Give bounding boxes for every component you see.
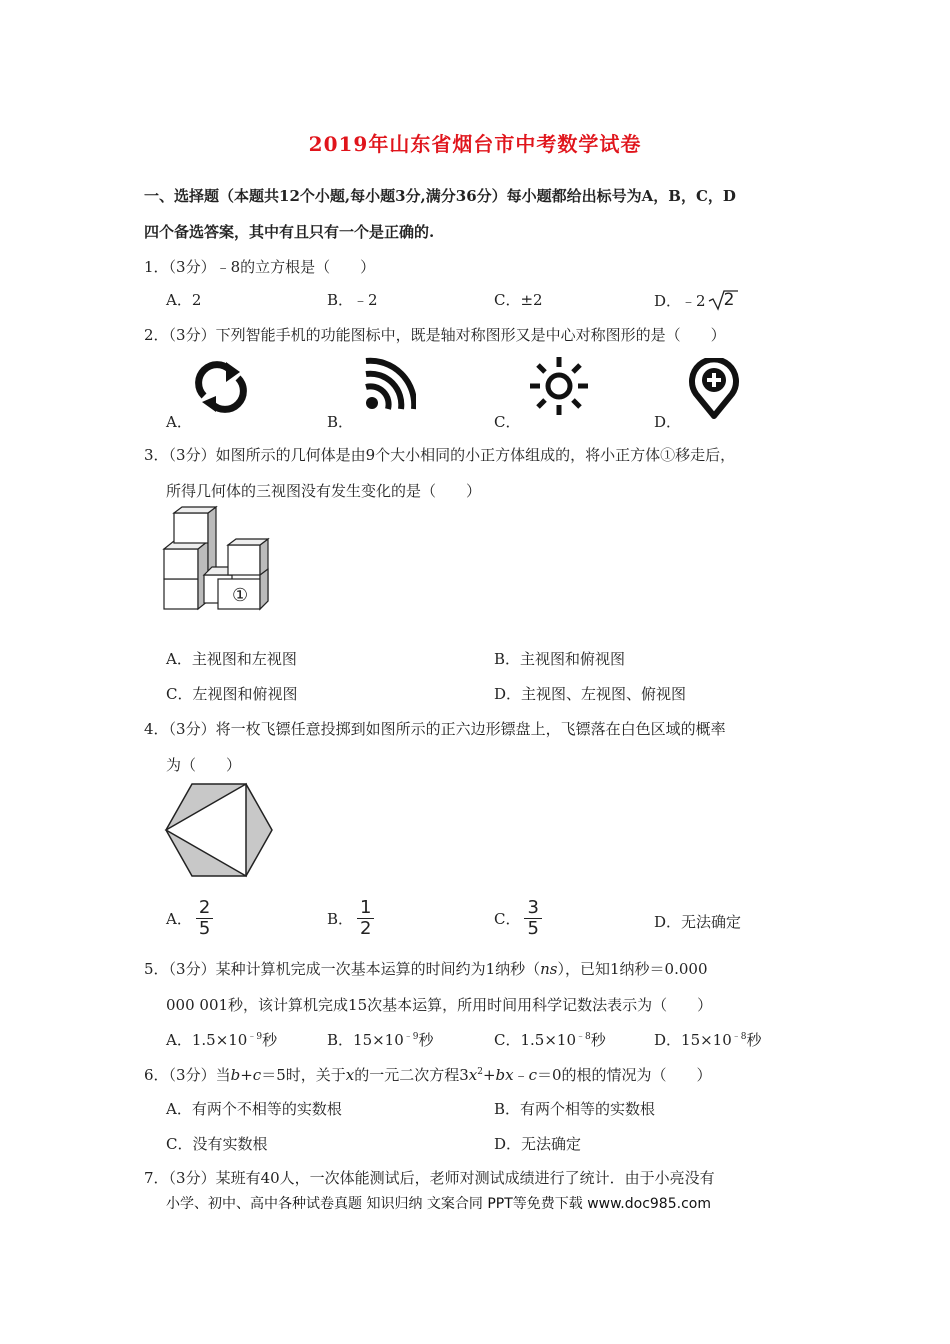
question-3-stem-line1: 3．（3分）如图所示的几何体是由9个大小相同的小正方体组成的，将小正方体①移走后， [144, 446, 736, 464]
q5-d-exponent: ﹣8 [731, 1032, 747, 1042]
q1-option-d [654, 289, 738, 311]
q5-b-exponent: ﹣9 [403, 1032, 419, 1042]
q6-option-b: B．有两个相等的实数根 [494, 1100, 656, 1118]
sqrt-symbol [708, 289, 738, 311]
fraction-numerator: 1 [357, 898, 374, 919]
page-title: 2019年山东省烟台市中考数学试卷 [308, 132, 642, 156]
q2-option-c: C． [494, 413, 521, 431]
question-5-stem-line2: 000 001秒，该计算机完成15次基本运算，所用时间用科学记数法表示为（ ） [166, 996, 713, 1014]
q5-option-d [654, 1029, 762, 1050]
q5-stem-part-b: ），已知1纳秒＝0.000 [557, 960, 708, 978]
q5-unit-ns: ns [540, 960, 558, 978]
fraction-numerator: 3 [524, 898, 541, 919]
q5-b-unit: 秒 [418, 1031, 434, 1049]
fraction-2-5 [196, 898, 213, 939]
q4-option-c-prefix: C． [494, 910, 521, 928]
q2-option-d: D． [654, 413, 682, 431]
q5-c-base: C．1.5×10 [494, 1031, 576, 1049]
q6-var-b: b [230, 1066, 241, 1084]
q4-option-b-prefix: B． [327, 910, 354, 928]
q4-option-a [166, 898, 213, 939]
footer-watermark: 小学、初中、高中各种试卷真题 知识归纳 文案合同 PPT等免费下载 www.doc985.com [166, 1196, 711, 1212]
question-1-stem: 1．（3分）﹣8的立方根是（ ） [144, 258, 376, 276]
q4-option-a-prefix: A． [166, 910, 192, 928]
q6-option-a: A．有两个不相等的实数根 [166, 1100, 342, 1118]
q6-var-x: x [345, 1066, 355, 1084]
q5-a-unit: 秒 [262, 1031, 278, 1049]
q3-option-d: D．主视图、左视图、俯视图 [494, 685, 687, 703]
q3-option-a: A．主视图和左视图 [166, 650, 297, 668]
wifi-signal-icon [360, 357, 416, 415]
fraction-1-2 [357, 898, 374, 939]
q6-s1: 6．（3分）当 [144, 1066, 231, 1084]
q5-d-unit: 秒 [746, 1031, 762, 1049]
question-2-stem: 2．（3分）下列智能手机的功能图标中，既是轴对称图形又是中心对称图形的是（ ） [144, 326, 726, 344]
q4-option-d: D．无法确定 [654, 913, 742, 931]
q5-b-base: B．15×10 [327, 1031, 404, 1049]
cube-1-label: ① [232, 585, 249, 606]
fraction-denominator: 5 [198, 918, 211, 939]
q1-option-d-radicand: 2 [723, 290, 735, 310]
question-5-stem-line1 [144, 958, 708, 979]
q6-exp-2: 2 [477, 1067, 483, 1077]
q6-s7: ＝0的根的情况为（ ） [537, 1066, 712, 1084]
q6-s4: 的一元二次方程3 [354, 1066, 469, 1084]
fraction-numerator: 2 [196, 898, 213, 919]
q6-s2: + [240, 1066, 253, 1084]
q3-option-b: B．主视图和俯视图 [494, 650, 626, 668]
q1-option-d-prefix: D．﹣2 [654, 292, 706, 310]
question-4-stem-line2: 为（ ） [166, 756, 242, 774]
q2-option-b: B． [327, 413, 354, 431]
q1-option-a: A．2 [166, 291, 202, 309]
refresh-icon [190, 360, 252, 414]
cube-solid-figure [160, 505, 272, 611]
fraction-3-5 [524, 898, 541, 939]
question-4-stem-line1: 4．（3分）将一枚飞镖任意投掷到如图所示的正六边形镖盘上，飞镖落在白色区域的概率 [144, 720, 726, 738]
q6-option-c: C．没有实数根 [166, 1135, 268, 1153]
q2-option-a: A． [166, 413, 192, 431]
q5-c-exponent: ﹣8 [576, 1032, 591, 1042]
fraction-denominator: 2 [360, 918, 372, 939]
q5-stem-part-a: 5．（3分）某种计算机完成一次基本运算的时间约为1纳秒（ [144, 960, 541, 978]
section-heading-line2: 四个备选答案，其中有且只有一个是正确的. [144, 223, 435, 241]
q1-option-b: B．﹣2 [327, 291, 378, 309]
question-3-stem-line2: 所得几何体的三视图没有发生变化的是（ ） [166, 482, 482, 500]
section-heading-line1: 一、选择题（本题共12个小题,每小题3分,满分36分）每小题都给出标号为A，B，C，D [144, 187, 736, 205]
q6-option-d: D．无法确定 [494, 1135, 582, 1153]
q6-s3: ＝5时，关于 [261, 1066, 346, 1084]
q6-s5: + [482, 1066, 496, 1084]
q5-d-base: D．15×10 [654, 1031, 732, 1049]
q6-var-c: c [252, 1066, 262, 1084]
q5-a-base: A．1.5×10 [166, 1031, 248, 1049]
q5-c-unit: 秒 [590, 1031, 606, 1049]
fraction-denominator: 5 [527, 918, 539, 939]
q1-option-c: C．±2 [494, 291, 543, 309]
q4-option-b [327, 898, 374, 939]
question-6-stem [144, 1064, 712, 1085]
location-pin-plus-icon [688, 358, 740, 420]
q4-option-c [494, 898, 542, 939]
q6-var-bx: bx [495, 1066, 514, 1084]
q3-option-c: C．左视图和俯视图 [166, 685, 298, 703]
q5-option-a [166, 1029, 277, 1050]
q6-var-c2: c [528, 1066, 538, 1084]
q5-option-c [494, 1029, 606, 1050]
sun-brightness-icon [528, 355, 590, 417]
q6-var-x2: x [468, 1066, 478, 1084]
q6-s6: ﹣ [513, 1066, 529, 1084]
hexagon-dartboard-figure [162, 780, 276, 880]
q5-option-b [327, 1029, 434, 1050]
question-7-stem: 7．（3分）某班有40人，一次体能测试后，老师对测试成绩进行了统计．由于小亮没有 [144, 1169, 715, 1187]
q5-a-exponent: ﹣9 [247, 1032, 263, 1042]
